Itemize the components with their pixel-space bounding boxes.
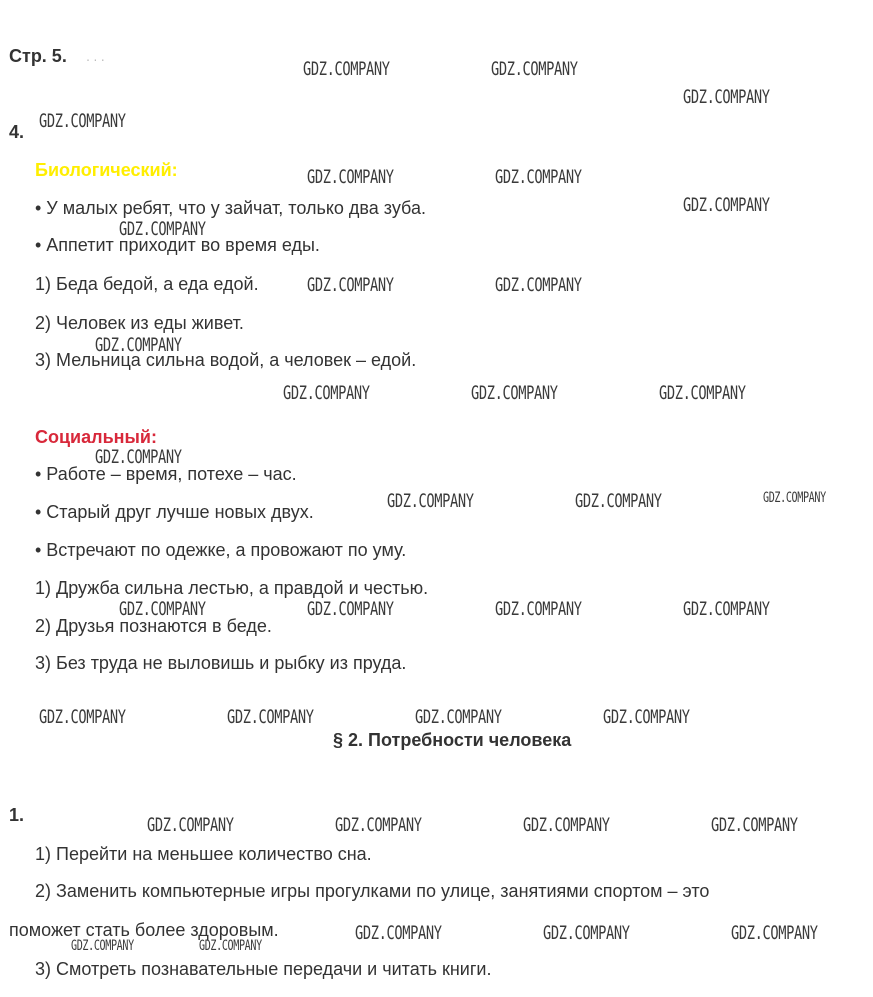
watermark: GDZ.COMPANY	[283, 382, 370, 404]
watermark: GDZ.COMPANY	[227, 706, 314, 728]
watermark: GDZ.COMPANY	[711, 814, 798, 836]
social-item: 1) Дружба сильна лестью, а правдой и честью.	[35, 578, 429, 598]
page-reference: Стр. 5.	[9, 46, 67, 66]
watermark: GDZ.COMPANY	[471, 382, 558, 404]
biological-item: 2) Человек из еды живет.	[35, 313, 244, 333]
watermark: GDZ.COMPANY	[307, 166, 394, 188]
watermark: GDZ.COMPANY	[763, 490, 826, 506]
biological-heading: Биологический:	[35, 160, 178, 180]
biological-item: 1) Беда бедой, а еда едой.	[35, 274, 259, 294]
watermark: GDZ.COMPANY	[683, 194, 770, 216]
watermark: GDZ.COMPANY	[603, 706, 690, 728]
task1-item: 1) Перейти на меньшее количество сна.	[35, 844, 372, 864]
watermark: GDZ.COMPANY	[307, 274, 394, 296]
watermark: GDZ.COMPANY	[683, 86, 770, 108]
watermark: GDZ.COMPANY	[355, 922, 442, 944]
watermark: GDZ.COMPANY	[575, 490, 662, 512]
watermark: GDZ.COMPANY	[147, 814, 234, 836]
task1-item: 3) Смотреть познавательные передачи и читать книги.	[35, 959, 492, 979]
watermark: GDZ.COMPANY	[95, 446, 182, 468]
task1-item-continuation: поможет стать более здоровым.	[9, 920, 279, 940]
watermark: GDZ.COMPANY	[303, 58, 390, 80]
social-item: • Старый друг лучше новых двух.	[35, 502, 314, 522]
watermark: GDZ.COMPANY	[543, 922, 630, 944]
social-item: • Работе – время, потехе – час.	[35, 464, 297, 484]
watermark: GDZ.COMPANY	[39, 110, 126, 132]
task-number-4: 4.	[9, 122, 25, 142]
social-item: 2) Друзья познаются в беде.	[35, 616, 272, 636]
watermark: GDZ.COMPANY	[387, 490, 474, 512]
section-title: § 2. Потребности человека	[333, 730, 572, 750]
watermark: GDZ.COMPANY	[71, 938, 134, 954]
watermark: GDZ.COMPANY	[415, 706, 502, 728]
biological-item: • Аппетит приходит во время еды.	[35, 235, 320, 255]
social-item: • Встречают по одежке, а провожают по уму.	[35, 540, 407, 560]
task-number-1: 1.	[9, 805, 25, 825]
watermark: GDZ.COMPANY	[307, 598, 394, 620]
biological-item: • У малых ребят, что у зайчат, только два зуба.	[35, 198, 426, 218]
watermark: GDZ.COMPANY	[95, 334, 182, 356]
watermark: GDZ.COMPANY	[495, 598, 582, 620]
watermark: GDZ.COMPANY	[683, 598, 770, 620]
page-reference-tail: ․ ․ ․	[86, 50, 105, 64]
watermark: GDZ.COMPANY	[659, 382, 746, 404]
watermark: GDZ.COMPANY	[495, 166, 582, 188]
watermark: GDZ.COMPANY	[731, 922, 818, 944]
watermark: GDZ.COMPANY	[39, 706, 126, 728]
watermark: GDZ.COMPANY	[335, 814, 422, 836]
social-item: 3) Без труда не выловишь и рыбку из пруда.	[35, 653, 407, 673]
biological-item: 3) Мельница сильна водой, а человек – едой.	[35, 350, 417, 370]
watermark: GDZ.COMPANY	[495, 274, 582, 296]
watermark: GDZ.COMPANY	[523, 814, 610, 836]
watermark: GDZ.COMPANY	[119, 598, 206, 620]
social-heading: Социальный:	[35, 427, 157, 447]
watermark: GDZ.COMPANY	[199, 938, 262, 954]
watermark: GDZ.COMPANY	[491, 58, 578, 80]
task1-item: 2) Заменить компьютерные игры прогулками по улице, занятиями спортом – это	[35, 881, 710, 901]
watermark: GDZ.COMPANY	[119, 218, 206, 240]
